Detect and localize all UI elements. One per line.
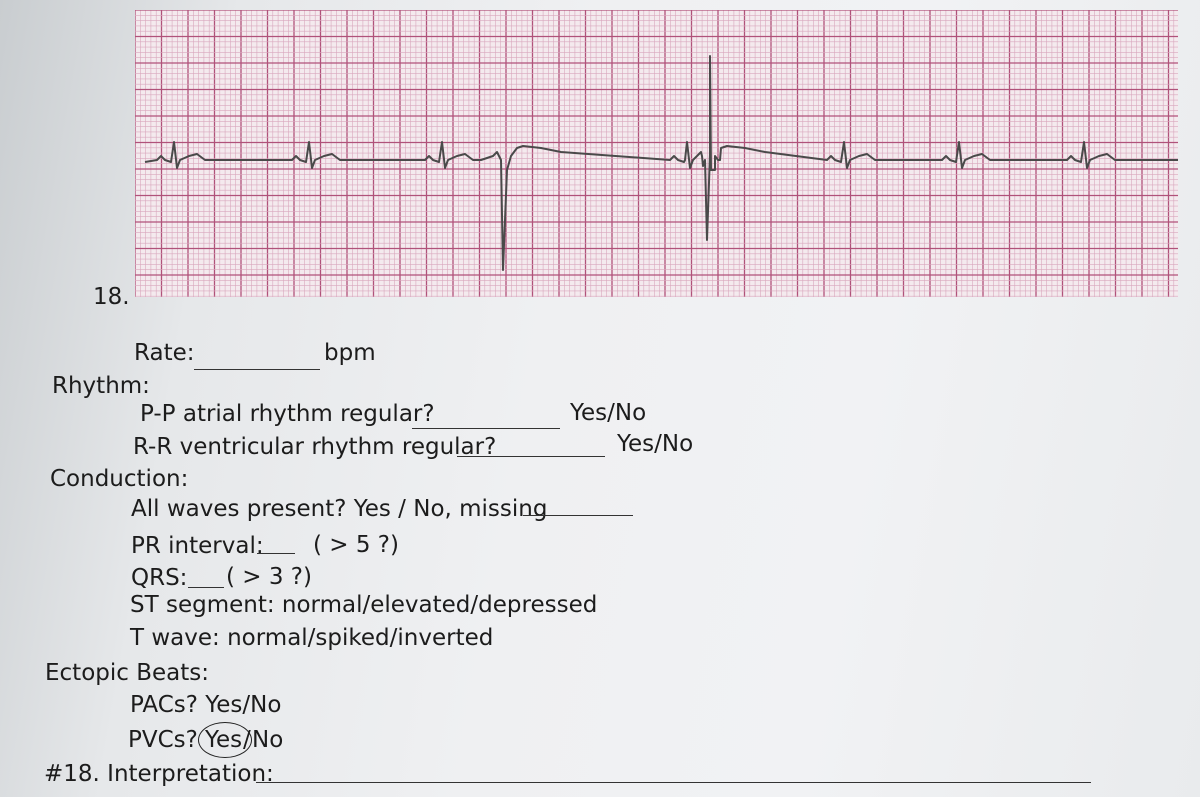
pr-hint: ( > 5 ?) — [313, 532, 399, 558]
ectopic-heading: Ectopic Beats: — [45, 660, 209, 686]
pvcs-no: No — [252, 727, 284, 753]
pp-answer-line[interactable] — [412, 428, 560, 429]
pp-question: P-P atrial rhythm regular? — [140, 401, 435, 427]
t-wave-question: T wave: normal/spiked/inverted — [130, 625, 494, 651]
qrs-hint: ( > 3 ?) — [226, 564, 312, 590]
rate-unit: bpm — [324, 340, 376, 366]
yes-circle-mark — [198, 722, 252, 758]
pvcs-question: PVCs? — [128, 727, 198, 753]
qrs-answer-line[interactable] — [188, 587, 224, 588]
pr-label: PR interval: — [131, 533, 264, 559]
pp-options: Yes/No — [570, 400, 647, 426]
interpretation-answer-line[interactable] — [256, 782, 1091, 783]
rate-label: Rate: — [134, 340, 195, 366]
question-number: 18. — [93, 284, 130, 310]
rr-answer-line[interactable] — [457, 456, 605, 457]
conduction-heading: Conduction: — [50, 466, 189, 492]
pvcs-yes: Yes — [205, 727, 243, 753]
pvcs-separator: / — [243, 727, 251, 753]
waves-answer-line[interactable] — [523, 515, 633, 516]
pacs-question: PACs? Yes/No — [130, 692, 282, 718]
st-segment-question: ST segment: normal/elevated/depressed — [130, 592, 598, 618]
rhythm-heading: Rhythm: — [52, 373, 150, 399]
rate-answer-line[interactable] — [194, 369, 320, 370]
qrs-label: QRS: — [131, 565, 188, 591]
ecg-strip — [135, 10, 1178, 297]
waves-question: All waves present? Yes / No, missing — [131, 496, 548, 522]
rr-question: R-R ventricular rhythm regular? — [133, 434, 497, 460]
interpretation-label: #18. Interpretation: — [44, 761, 274, 787]
pr-answer-line[interactable] — [257, 553, 295, 554]
rr-options: Yes/No — [617, 431, 694, 457]
